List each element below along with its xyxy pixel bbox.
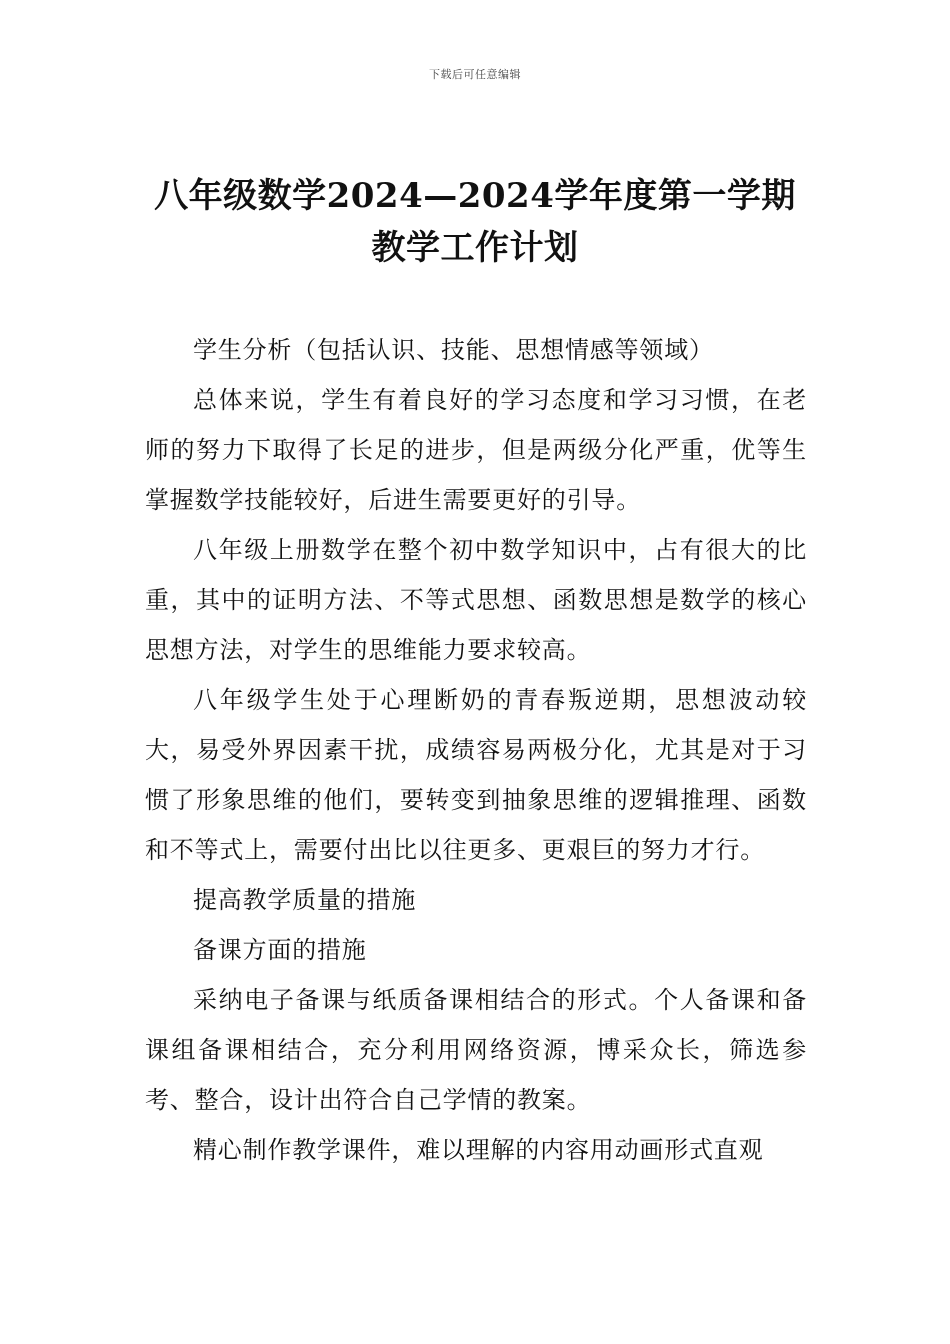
paragraph-lesson-prep: 采纳电子备课与纸质备课相结合的形式。个人备课和备课组备课相结合，充分利用网络资源，博采众长，筛选参考、整合，设计出符合自己学情的教案。 — [145, 986, 807, 1114]
paragraph-student-psychology: 八年级学生处于心理断奶的青春叛逆期，思想波动较大，易受外界因素干扰，成绩容易两极分化，尤其是对于习惯了形象思维的他们，要转变到抽象思维的逻辑推理、函数和不等式上，需要付出比以往更多、更艰巨的努力才行。 — [145, 686, 807, 864]
document-body — [145, 325, 807, 1175]
paragraph-courseware: 精心制作教学课件，难以理解的内容用动画形式直观 — [193, 1136, 764, 1164]
heading-student-analysis: 学生分析（包括认识、技能、思想情感等领域） — [193, 336, 714, 364]
paragraph-overall: 总体来说，学生有着良好的学习态度和学习习惯，在老师的努力下取得了长足的进步，但是两级分化严重，优等生掌握数学技能较好，后进生需要更好的引导。 — [145, 386, 807, 514]
document-title: 八年级数学2024—2024学年度第一学期教学工作计划 — [154, 176, 796, 268]
paragraph-curriculum: 八年级上册数学在整个初中数学知识中，占有很大的比重，其中的证明方法、不等式思想、函数思想是数学的核心思想方法，对学生的思维能力要求较高。 — [145, 536, 807, 664]
header-note: 下载后可任意编辑 — [429, 68, 521, 81]
heading-quality-measures: 提高教学质量的措施 — [193, 886, 417, 914]
heading-lesson-prep: 备课方面的措施 — [193, 936, 367, 964]
